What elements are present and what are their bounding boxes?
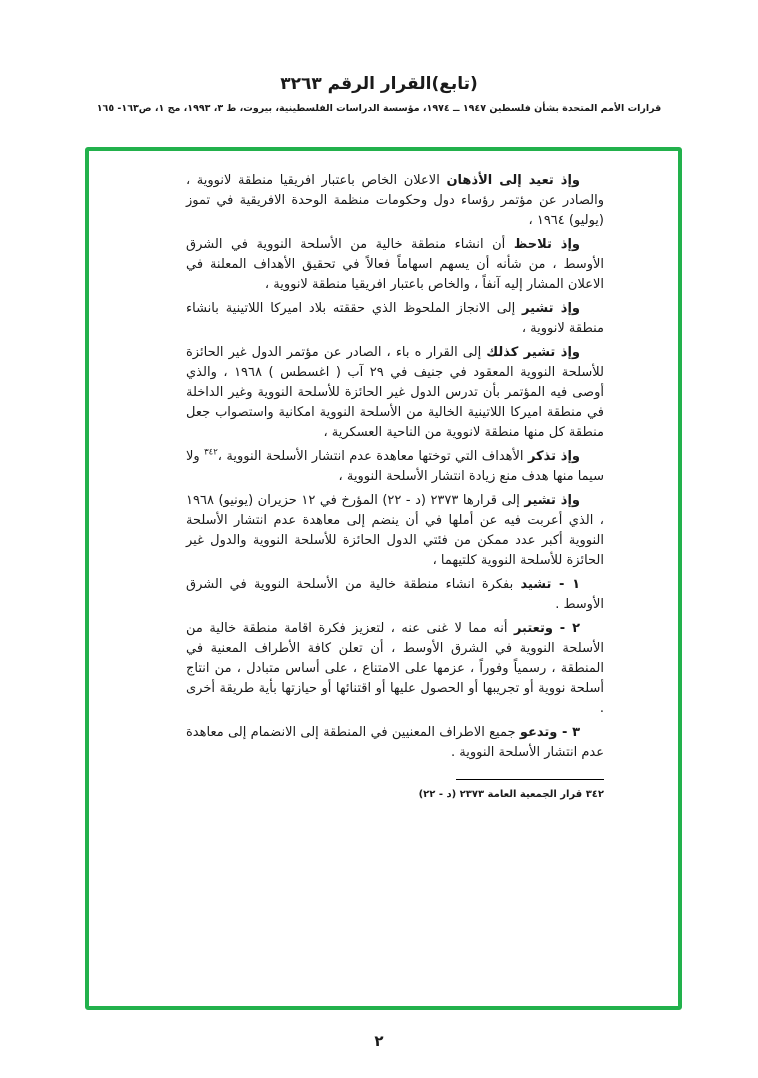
paragraph-lead: وإذ تذكر: [527, 449, 580, 464]
footnote-area: [186, 779, 604, 805]
paragraph: [186, 171, 604, 231]
footnote: ٣٤٢ قرار الجمعية العامة ٢٣٧٣ (د - ٢٢): [418, 789, 604, 800]
paragraph-text: إلى قرارها ٢٣٧٣ (د - ٢٢) المؤرخ في ١٢ حزيران (يونيو) ١٩٦٨ ، الذي أعربت فيه عن أملها في أن ينضم إلى معاهدة عدم انتشار الأسلحة النووية أكبر عدد ممكن من فئتي الدول الحائزة للأسلحة النووية والدول غير الحائزة للأسلحة النووية كلتيهما ،: [186, 493, 604, 568]
paragraph-text: أنه مما لا غنى عنه ، لتعزيز فكرة اقامة منطقة خالية من الأسلحة النووية في الشرق الأوسط ، أن تعلن كافة الأطراف المعنية في المنطقة ، رسمياً وفوراً ، عزمها على الامتناع ، على أساس متبادل ، من انتاج أسلحة نووية أو تجريبها أو الحصول عليها أو اقتنائها أو حيازتها بأية طريقة أخرى .: [186, 621, 604, 716]
paragraph-lead: وإذ تلاحظ: [513, 237, 580, 252]
paragraph: [186, 343, 604, 443]
paragraph: [186, 575, 604, 615]
paragraph-lead: ٢ - وتعتبر: [513, 621, 580, 636]
paragraph-text: الأهداف التي توختها معاهدة عدم انتشار الأسلحة النووية ،: [217, 449, 528, 464]
document-body: [186, 171, 604, 805]
citation-line: قرارات الأمم المتحدة بشأن فلسطين ١٩٤٧ ــ ١٩٧٤، مؤسسة الدراسات الفلسطينية، بيروت، ط ٣، ١٩٩٣، مج ١، ص١٦٣- ١٦٥: [96, 103, 662, 114]
paragraph-lead: ١ - تشيد: [520, 577, 580, 592]
paragraph: [186, 235, 604, 295]
page-header: [0, 74, 758, 114]
paragraph: [186, 619, 604, 719]
footnote-separator: [456, 779, 604, 780]
paragraph-lead: وإذ تشير: [522, 301, 580, 316]
paragraph-text: أن انشاء منطقة خالية من الأسلحة النووية في الشرق الأوسط ، من شأنه أن يسهم اسهاماً فعالاً في تحقيق الأهداف المعلنة في الاعلان المشار إليه آنفاً ، والخاص باعتبار افريقيا منطقة لانووية ،: [186, 237, 604, 292]
paragraph-lead: وإذ تعيد إلى الأذهان: [446, 173, 581, 188]
page-title: (تابع)القرار الرقم ٣٢٦٣: [280, 74, 478, 94]
paragraph-lead: وإذ تشير كذلك: [486, 345, 580, 360]
paragraph-text: ولا سيما منها هدف منع زيادة انتشار الأسلحة النووية ،: [186, 449, 604, 484]
paragraph-text: الاعلان الخاص باعتبار افريقيا منطقة لانووية ، والصادر عن مؤتمر رؤساء دول وحكومات منظمة الوحدة الافريقية في تموز (يوليو) ١٩٦٤ ،: [186, 173, 604, 228]
footnote-ref: ٣٤٢: [204, 447, 218, 458]
paragraph-text: جميع الاطراف المعنيين في المنطقة إلى الانضمام إلى معاهدة عدم انتشار الأسلحة النووية .: [186, 725, 604, 760]
paragraph-text: إلى القرار ه باء ، الصادر عن مؤتمر الدول غير الحائزة للأسلحة النووية المعقود في جنيف في ٢٩ آب ( اغسطس ) ١٩٦٨ ، والذي أوصى فيه المؤتمر بأن تدرس الدول غير الحائزة للأسلحة النووية وغير الداخلة في منطقة اميركا اللاتينية الخالية من الأسلحة النووية امكانية واستصواب جعل منطقة كل منها منطقة لانووية من الناحية العسكرية ،: [186, 345, 604, 440]
paragraph: [186, 491, 604, 571]
paragraph-text: بفكرة انشاء منطقة خالية من الأسلحة النووية في الشرق الأوسط .: [186, 577, 604, 612]
paragraph: [186, 723, 604, 763]
paragraph: [186, 299, 604, 339]
content-border-box: [85, 147, 682, 1010]
paragraph-lead: وإذ تشير: [524, 493, 581, 508]
paragraph-lead: ٣ - وتدعو: [519, 725, 580, 740]
paragraph-text: إلى الانجاز الملحوظ الذي حققته بلاد اميركا اللاتينية بانشاء منطقة لانووية ،: [186, 301, 604, 336]
page-number: ٢: [374, 1032, 384, 1050]
paragraph: [186, 447, 604, 487]
